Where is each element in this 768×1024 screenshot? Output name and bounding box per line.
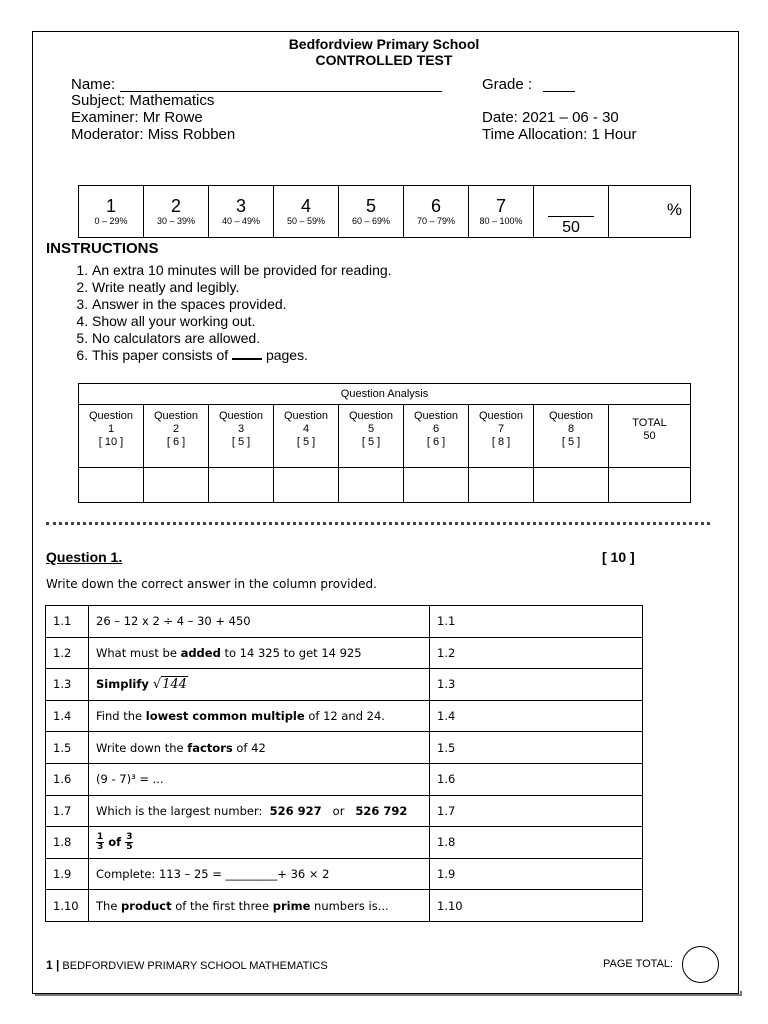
question-text: Complete: 113 – 25 = _________+ 36 × 2 <box>89 858 430 890</box>
score-total: 50 <box>562 219 580 236</box>
question-1-table <box>45 605 643 922</box>
school-name: Bedfordview Primary School <box>288 36 480 52</box>
fraction: $\frac{3}{5}$ <box>126 831 133 852</box>
answer-cell[interactable]: 1.10 <box>430 890 643 922</box>
section-divider <box>46 522 710 528</box>
question-number: 1.4 <box>46 700 89 732</box>
question-number: 1.2 <box>46 637 89 669</box>
question-number: 1.3 <box>46 669 89 701</box>
instruction-item: 6. This paper consists of pages. <box>92 347 392 364</box>
score-cell[interactable] <box>534 186 609 238</box>
instructions-list <box>66 262 392 364</box>
grade-cell: 7 80 – 100% <box>469 186 534 238</box>
question-1-marks: [ 10 ] <box>602 549 635 565</box>
analysis-question: Question 5 [ 5 ] <box>339 405 404 468</box>
grade-cell: 6 70 – 79% <box>404 186 469 238</box>
question-text: The product of the first three prime numbers is... <box>89 890 430 922</box>
question-number: 1.6 <box>46 763 89 795</box>
analysis-question: Question 7 [ 8 ] <box>469 405 534 468</box>
analysis-total: TOTAL 50 <box>609 405 691 468</box>
analysis-score-box[interactable] <box>534 468 609 503</box>
question-row <box>46 732 643 764</box>
question-row <box>46 637 643 669</box>
subject: Subject: Mathematics <box>71 92 215 109</box>
grade-cell: 2 30 – 39% <box>144 186 209 238</box>
question-row <box>46 795 643 827</box>
question-row <box>46 858 643 890</box>
percent-sign: % <box>666 200 682 219</box>
page-total-label: PAGE TOTAL: <box>603 958 674 970</box>
question-text: (9 - 7)³ = ... <box>89 763 430 795</box>
question-text: What must be added to 14 325 to get 14 925 <box>89 637 430 669</box>
fraction: $\frac{1}{3}$ <box>97 831 104 852</box>
answer-cell[interactable]: 1.4 <box>430 700 643 732</box>
question-row <box>46 890 643 922</box>
analysis-question: Question 4 [ 5 ] <box>274 405 339 468</box>
examiner: Examiner: Mr Rowe <box>71 109 203 126</box>
instructions-heading: INSTRUCTIONS <box>46 240 159 257</box>
question-text: Which is the largest number: 526 927 or 526 792 <box>89 795 430 827</box>
question-number: 1.1 <box>46 606 89 638</box>
analysis-score-box[interactable] <box>469 468 534 503</box>
question-1-instruction: Write down the correct answer in the column provided. <box>46 577 377 591</box>
question-number: 1.8 <box>46 827 89 859</box>
analysis-score-box[interactable] <box>339 468 404 503</box>
question-row <box>46 606 643 638</box>
instruction-item: 4. Show all your working out. <box>92 313 392 330</box>
question-number: 1.5 <box>46 732 89 764</box>
percent-cell[interactable] <box>609 186 691 238</box>
instruction-item: 3. Answer in the spaces provided. <box>92 296 392 313</box>
instruction-item: 1. An extra 10 minutes will be provided for reading. <box>92 262 392 279</box>
question-text: Write down the factors of 42 <box>89 732 430 764</box>
page-total-circle[interactable] <box>682 946 719 983</box>
question-analysis-table <box>78 383 691 503</box>
analysis-score-box[interactable] <box>209 468 274 503</box>
question-text: $\frac{1}{3}$ of $\frac{3}{5}$ <box>89 827 430 859</box>
answer-cell[interactable]: 1.5 <box>430 732 643 764</box>
name-label: Name: <box>71 76 116 93</box>
analysis-question: Question 2 [ 6 ] <box>144 405 209 468</box>
analysis-score-box[interactable] <box>274 468 339 503</box>
answer-cell[interactable]: 1.6 <box>430 763 643 795</box>
question-number: 1.10 <box>46 890 89 922</box>
question-row <box>46 669 643 701</box>
grade-cell: 4 50 – 59% <box>274 186 339 238</box>
time-allocation: Time Allocation: 1 Hour <box>482 126 637 143</box>
grade-scale-table <box>78 185 691 238</box>
analysis-question: Question 3 [ 5 ] <box>209 405 274 468</box>
question-number: 1.7 <box>46 795 89 827</box>
instruction-item: 5. No calculators are allowed. <box>92 330 392 347</box>
analysis-question: Question 8 [ 5 ] <box>534 405 609 468</box>
answer-cell[interactable]: 1.1 <box>430 606 643 638</box>
grade-label: Grade : <box>482 76 533 93</box>
question-number: 1.9 <box>46 858 89 890</box>
question-row <box>46 827 643 859</box>
answer-cell[interactable]: 1.7 <box>430 795 643 827</box>
test-type: CONTROLLED TEST <box>315 52 453 68</box>
analysis-score-box[interactable] <box>609 468 691 503</box>
analysis-score-box[interactable] <box>79 468 144 503</box>
square-root: √144 <box>152 676 187 692</box>
date: Date: 2021 – 06 - 30 <box>482 109 619 126</box>
question-text: Simplify √144 <box>89 669 430 701</box>
answer-cell[interactable]: 1.2 <box>430 637 643 669</box>
question-text: 26 – 12 x 2 ÷ 4 – 30 + 450 <box>89 606 430 638</box>
question-text: Find the lowest common multiple of 12 and 24. <box>89 700 430 732</box>
analysis-score-box[interactable] <box>404 468 469 503</box>
analysis-score-box[interactable] <box>144 468 209 503</box>
grade-cell: 3 40 – 49% <box>209 186 274 238</box>
answer-cell[interactable]: 1.9 <box>430 858 643 890</box>
page-number: 1 | <box>46 958 60 972</box>
analysis-question: Question 6 [ 6 ] <box>404 405 469 468</box>
question-1-title: Question 1. <box>46 549 123 565</box>
question-row <box>46 763 643 795</box>
analysis-title: Question Analysis <box>79 384 691 405</box>
instruction-item: 2. Write neatly and legibly. <box>92 279 392 296</box>
analysis-question: Question 1 [ 10 ] <box>79 405 144 468</box>
footer-left: 1 | BEDFORDVIEW PRIMARY SCHOOL MATHEMATICS <box>46 958 328 972</box>
grade-cell: 5 60 – 69% <box>339 186 404 238</box>
pages-blank[interactable] <box>232 347 262 360</box>
question-row <box>46 700 643 732</box>
answer-cell[interactable]: 1.3 <box>430 669 643 701</box>
grade-field[interactable] <box>543 91 575 92</box>
moderator: Moderator: Miss Robben <box>71 126 236 143</box>
page-shadow <box>35 991 742 996</box>
answer-cell[interactable]: 1.8 <box>430 827 643 859</box>
grade-cell: 1 0 – 29% <box>79 186 144 238</box>
